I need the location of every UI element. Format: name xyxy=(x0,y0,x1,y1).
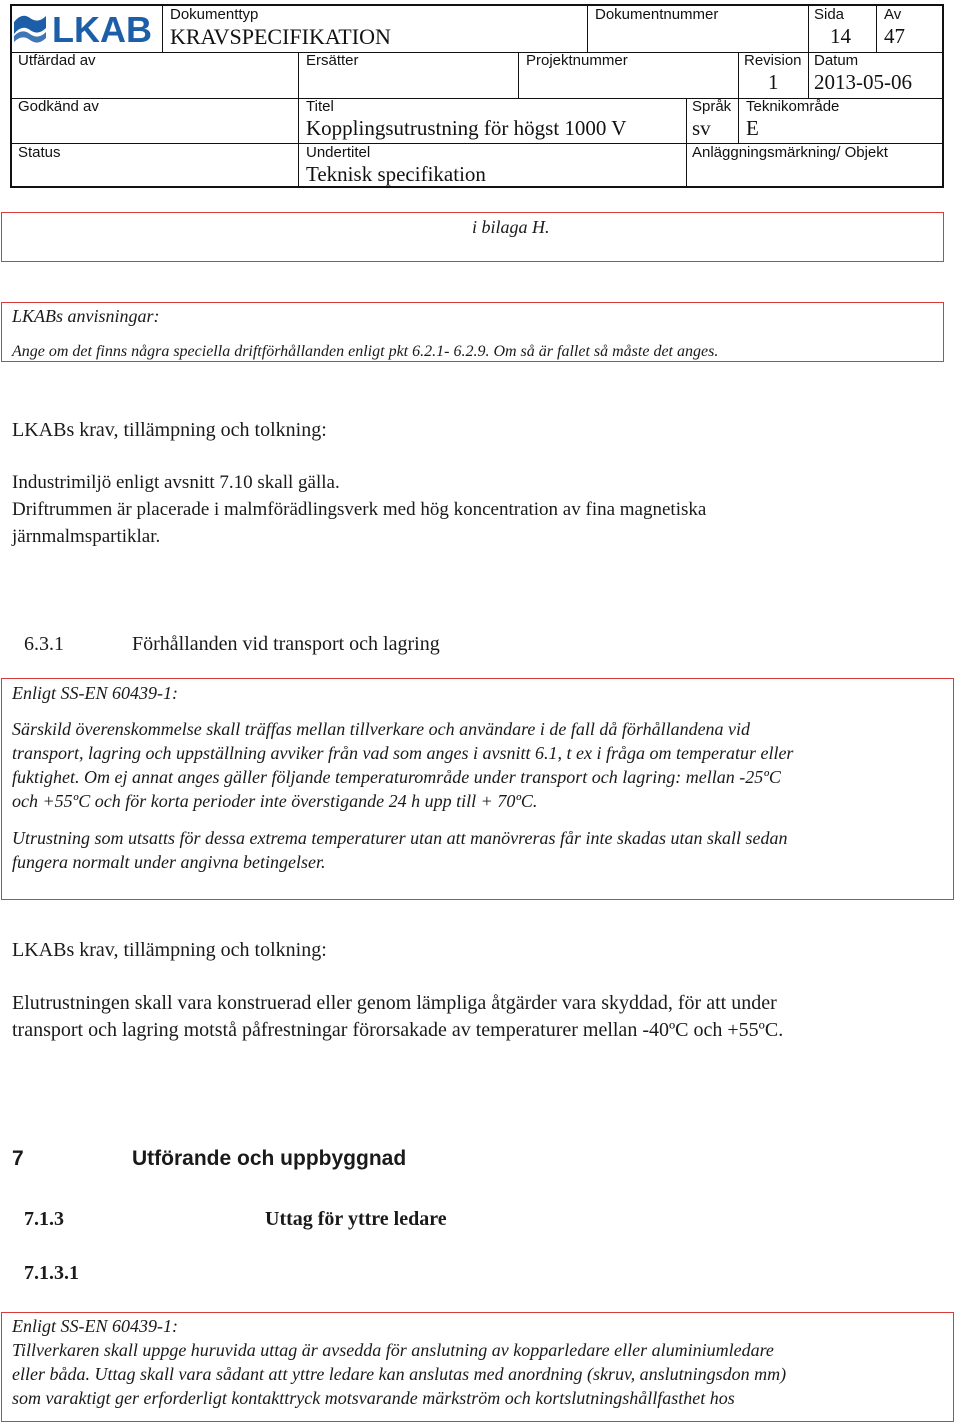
page-value: 14 xyxy=(830,24,851,48)
lkab-logo-mark xyxy=(12,8,162,48)
tech-area-label: Teknikområde xyxy=(746,98,840,115)
revision-label: Revision xyxy=(744,52,802,69)
title-label: Titel xyxy=(306,98,334,115)
lkab-logo xyxy=(12,8,162,48)
std2-line-2: eller båda. Uttag skall vara sådant att yttre ledare kan anslutas med anordning (skruv, anslutningsdon mm) xyxy=(12,1364,787,1384)
lkab-requirements-heading: LKABs krav, tillämpning och tolkning: xyxy=(12,419,327,441)
language-label: Språk xyxy=(692,98,732,115)
req2-line-1: Elutrustningen skall vara konstruerad eller genom lämpliga åtgärder vara skyddad, för att under xyxy=(12,992,777,1014)
section-6-3-1-number: 6.3.1 xyxy=(24,633,64,655)
std1-para2-line-2: fungera normalt under angivna betingelser. xyxy=(12,852,326,872)
req2-line-2: transport och lagring motstå påfrestningar förorsakade av temperaturer mellan -40ºC och +55ºC. xyxy=(12,1019,784,1041)
date-label: Datum xyxy=(814,52,859,69)
std1-para1-line-4: och +55ºC och för korta perioder inte överstigande 24 h upp till + 70ºC. xyxy=(12,791,538,811)
of-value: 47 xyxy=(884,24,905,48)
revision-value: 1 xyxy=(768,70,779,94)
approved-by-label: Godkänd av xyxy=(18,98,99,115)
doc-type-value: KRAVSPECIFIKATION xyxy=(170,24,391,49)
subtitle-value: Teknisk specifikation xyxy=(306,162,486,186)
section-6-3-1-title: Förhållanden vid transport och lagring xyxy=(132,633,440,655)
tech-area-value: E xyxy=(746,116,759,140)
plant-label: Anläggningsmärkning/ Objekt xyxy=(692,144,888,161)
title-value: Kopplingsutrustning för högst 1000 V xyxy=(306,116,627,140)
replaces-label: Ersätter xyxy=(306,52,359,69)
std2-line-1: Tillverkaren skall uppge huruvida uttag är avsedda för anslutning av kopparledare eller aluminiumledare xyxy=(12,1340,774,1360)
req1-line-2: Driftrummen är placerade i malmförädlingsverk med hög koncentration av fina magnetiska xyxy=(12,499,707,520)
req1-line-1: Industrimiljö enligt avsnitt 7.10 skall gälla. xyxy=(12,472,340,493)
doc-number-label: Dokumentnummer xyxy=(595,6,719,23)
section-7-title: Utförande och uppbyggnad xyxy=(132,1147,407,1170)
page-label: Sida xyxy=(814,6,845,23)
std1-para1-line-3: fuktighet. Om ej annat anges gäller följande temperaturområde under transport och lagring: mellan -25ºC xyxy=(12,767,781,787)
lkab-instructions-heading: LKABs anvisningar: xyxy=(12,306,160,326)
section-7-1-3-number: 7.1.3 xyxy=(24,1208,64,1230)
std1-para1-line-1: Särskild överenskommelse skall träffas mellan tillverkare och användare i de fall då förhållandena vid xyxy=(12,719,751,739)
section-7-1-3-title: Uttag för yttre ledare xyxy=(265,1208,447,1230)
project-number-label: Projektnummer xyxy=(526,52,628,69)
lkab-requirements-heading-2: LKABs krav, tillämpning och tolkning: xyxy=(12,939,327,961)
std1-para1-line-2: transport, lagring och uppställning avviker från vad som anges i avsnitt 6.1, t ex i fråga om temperatur eller xyxy=(12,743,794,763)
of-label: Av xyxy=(884,6,902,23)
issued-by-label: Utfärdad av xyxy=(18,52,96,69)
section-7-number: 7 xyxy=(12,1147,24,1170)
status-label: Status xyxy=(18,144,61,161)
standard-1-heading: Enligt SS-EN 60439-1: xyxy=(12,683,178,703)
lkab-instructions-text: Ange om det finns några speciella driftförhållanden enligt pkt 6.2.1- 6.2.9. Om så är fallet så måste det anges. xyxy=(12,343,719,360)
std1-para2-line-1: Utrustning som utsatts för dessa extrema temperaturer utan att manövreras får inte skadas utan skall sedan xyxy=(12,828,788,848)
doc-type-label: Dokumenttyp xyxy=(170,6,259,23)
subtitle-label: Undertitel xyxy=(306,144,371,161)
logo-text: LKAB xyxy=(52,9,152,48)
bilaga-text: i bilaga H. xyxy=(472,217,550,237)
language-value: sv xyxy=(692,116,711,140)
req1-line-3: järnmalmspartiklar. xyxy=(12,526,161,547)
std2-line-3: som varaktigt ger erforderligt kontakttryck motsvarande märkström och kortslutningshållfasthet hos xyxy=(12,1388,735,1408)
section-7-1-3-1-number: 7.1.3.1 xyxy=(24,1262,79,1284)
standard-2-heading: Enligt SS-EN 60439-1: xyxy=(12,1316,178,1336)
date-value: 2013-05-06 xyxy=(814,70,912,94)
